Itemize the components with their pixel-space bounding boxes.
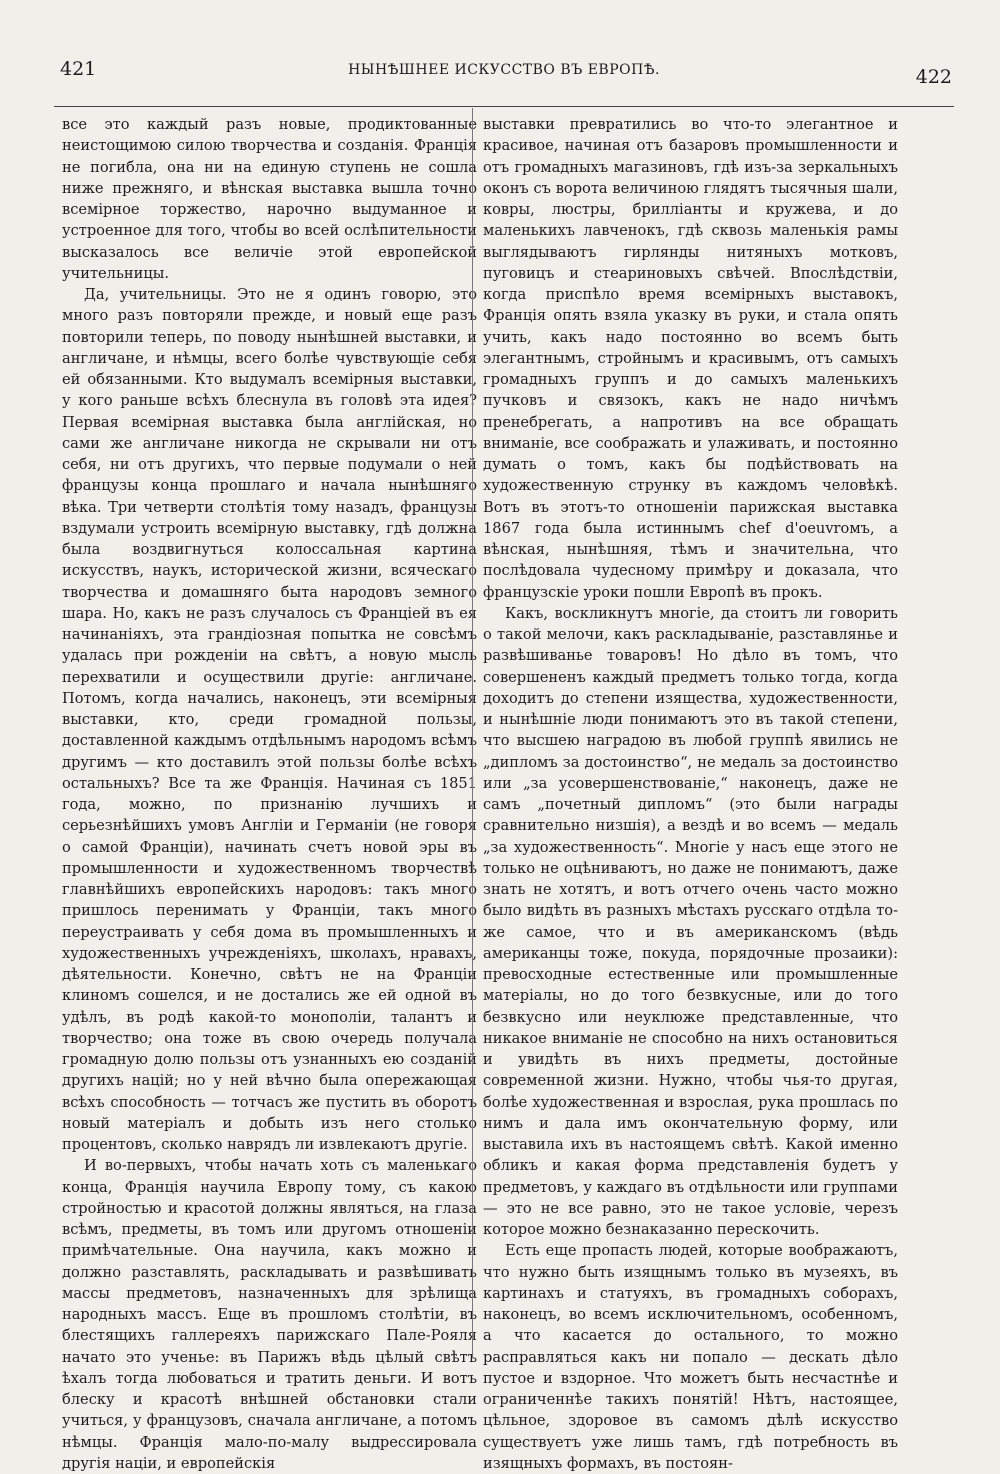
paragraph: Какъ, воскликнутъ многіе, да стоитъ ли говорить о такой мелочи, какъ раскладываніе, разставлянье и развѣшиванье товаровъ! Но дѣло въ томъ, что совершененъ каждый предметъ только тогда, когда доходитъ до степени изящества, художественности, и нынѣшніе люди понимаютъ это въ такой степени, что высшею наградою въ любой группѣ явились не „дипломъ за достоинство“, не медаль за достоинство или „за усовершенствованіе,“ наконецъ, даже не самъ „почетный дипломъ“ (это были награды сравнительно низшія), а вездѣ и во всемъ — медаль „за художественность“. Многіе у насъ еще этого не только не оцѣниваютъ, но даже не понимаютъ, даже знать не хотятъ, и вотъ отчего очень часто можно было видѣть въ разныхъ мѣстахъ русскаго отдѣла то-же самое, что и въ американскомъ (вѣдь американцы тоже, покуда, порядочные прозаики): превосходные естественные или промышленные матеріалы, но до того безвкусные, или до того безвкусно или неуклюже представленные, что никакое вниманіе не способно на нихъ остановиться и увидѣть въ нихъ предметы, достойные современной жизни. Нужно, чтобы чья-то другая, болѣе художественная и взрослая, рука прошлась по нимъ и дала имъ окончательную форму, или выставила ихъ въ настоящемъ свѣтѣ. Какой именно обликъ и какая форма представленія будетъ у предметовъ, у каждаго въ отдѣльности или группами — это не все равно, это не такое условіе, черезъ которое можно безнаказанно перескочить.: [483, 604, 898, 1238]
page-number-right: 422: [915, 66, 952, 88]
right-column: [483, 114, 898, 1474]
column-divider: [472, 108, 473, 1358]
running-title: НЫНѢШНЕЕ ИСКУССТВО ВЪ ЕВРОПѢ.: [348, 62, 660, 78]
page-number-left: 421: [60, 58, 97, 80]
page-header: [54, 58, 954, 98]
paragraph: Есть еще пропасть людей, которые воображаютъ, что нужно быть изящнымъ только въ музеяхъ, въ картинахъ и статуяхъ, въ громадныхъ соборахъ, наконецъ, во всемъ исключительномъ, особенномъ, а что касается до остального, то можно расправляться какъ ни попало — дескать дѣло пустое и вздорное. Что можетъ быть несчастнѣе и ограниченнѣе такихъ понятій! Нѣтъ, настоящее, цѣльное, здоровое въ самомъ дѣлѣ искусство существуетъ уже лишь тамъ, гдѣ потребность въ изящныхъ формахъ, въ постоян-: [483, 1242, 898, 1472]
paragraph: все это каждый разъ новые, продиктованные неистощимою силою творчества и созданія. Франція не погибла, она ни на единую ступень не сошла ниже прежняго, и вѣнская выставка вышла точно всемірное торжество, нарочно выдуманное и устроенное для того, чтобы во всей ослѣпительности высказалось все величіе этой европейской учительницы.: [62, 116, 477, 282]
paragraph: Да, учительницы. Это не я одинъ говорю, это много разъ повторяли прежде, и новый еще разъ повторили теперь, по поводу нынѣшней выставки, и англичане, и нѣмцы, всего болѣе чувствующіе себя ей обязанными. Кто выдумалъ всемірныя выставки, у кого раньше всѣхъ блеснула въ головѣ эта идея? Первая всемірная выставка была англійская, но сами же англичане никогда не скрывали ни отъ себя, ни отъ другихъ, что первые подумали о ней французы конца прошлаго и начала нынѣшняго вѣка. Три четверти столѣтія тому назадъ, французы вздумали устроить всемірную выставку, гдѣ должна была воздвигнуться колоссальная картина искусствъ, наукъ, исторической жизни, всяческаго творчества и домашняго быта народовъ земного шара. Но, какъ не разъ случалось съ Франціей въ ея начинаніяхъ, эта грандіозная попытка не совсѣмъ удалась при рожденіи на свѣтъ, а новую мысль перехватили и осуществили другіе: англичане. Потомъ, когда начались, наконецъ, эти всемірныя выставки, кто, среди громадной пользы, доставленной каждымъ отдѣльнымъ народомъ всѣмъ другимъ — кто доставилъ этой пользы болѣе всѣхъ остальныхъ? Все та же Франція. Начиная съ 1851 года, можно, по признанію лучшихъ и серьезнѣйшихъ умовъ Англіи и Германіи (не говоря о самой Франціи), начинать счетъ новой эры въ промышленности и художественномъ творчествѣ главнѣйшихъ европейскихъ народовъ: такъ много пришлось перенимать у Франціи, такъ много переустраивать у себя дома въ промышленныхъ и художественныхъ учрежденіяхъ, школахъ, нравахъ, дѣятельности. Конечно, свѣтъ не на Франціи клиномъ сошелся, и не достались же ей одной въ удѣлъ, въ родѣ какой-то монополіи, талантъ и творчество; она тоже въ свою очередь получала громадную долю пользы отъ узнанныхъ ею созданій другихъ націй; но у ней вѣчно была опережающая всѣхъ способность — тотчасъ же пустить въ оборотъ новый матеріалъ и добыть изъ него столько процентовъ, сколько наврядъ ли извлекаютъ другіе.: [62, 286, 477, 1153]
left-column: [62, 114, 477, 1474]
paragraph: выставки превратились во что-то элегантное и красивое, начиная отъ базаровъ промышленности и отъ громадныхъ магазиновъ, гдѣ изъ-за зеркальныхъ оконъ съ ворота величиною глядятъ тысячныя шали, ковры, люстры, брилліанты и кружева, и до маленькихъ лавченокъ, гдѣ сквозь маленькія рамы выглядываютъ гирлянды нитяныхъ мотковъ, пуговицъ и стеариновыхъ свѣчей. Впослѣдствіи, когда приспѣло время всемірныхъ выставокъ, Франція опять взяла указку въ руки, и стала опять учить, какъ надо постоянно во всемъ быть элегантнымъ, стройнымъ и красивымъ, отъ самыхъ громадныхъ группъ и до самыхъ маленькихъ пучковъ и связокъ, какъ не надо ничѣмъ пренебрегать, а напротивъ на все обращать вниманіе, все соображать и улаживать, и постоянно думать о томъ, какъ бы подѣйствовать на художественную струнку въ каждомъ человѣкѣ. Вотъ въ этотъ-то отношеніи парижская выставка 1867 года была истиннымъ chef d'oeuvrомъ, а вѣнская, нынѣшняя, тѣмъ и значительна, что послѣдовала чудесному примѣру и доказала, что французскіе уроки пошли Европѣ въ прокъ.: [483, 116, 898, 601]
paragraph: И во-первыхъ, чтобы начать хоть съ маленькаго конца, Франція научила Европу тому, съ какою стройностью и красотой должны являться, на глаза всѣмъ, предметы, въ томъ или другомъ отношеніи примѣчательные. Она научила, какъ можно и должно разставлять, раскладывать и развѣшивать массы предметовъ, назначенныхъ для зрѣлища народныхъ массъ. Еще въ прошломъ столѣтіи, въ блестящихъ галлереяхъ парижскаго Пале-Рояля начато это ученье: въ Парижъ вѣдь цѣлый свѣтъ ѣхалъ тогда любоваться и тратить деньги. И вотъ блеску и красотѣ внѣшней обстановки стали учиться, у французовъ, сначала англичане, а потомъ нѣмцы. Франція мало-по-малу выдрессировала другія націи, и европейскія: [62, 1157, 477, 1472]
header-rule: [54, 106, 954, 107]
